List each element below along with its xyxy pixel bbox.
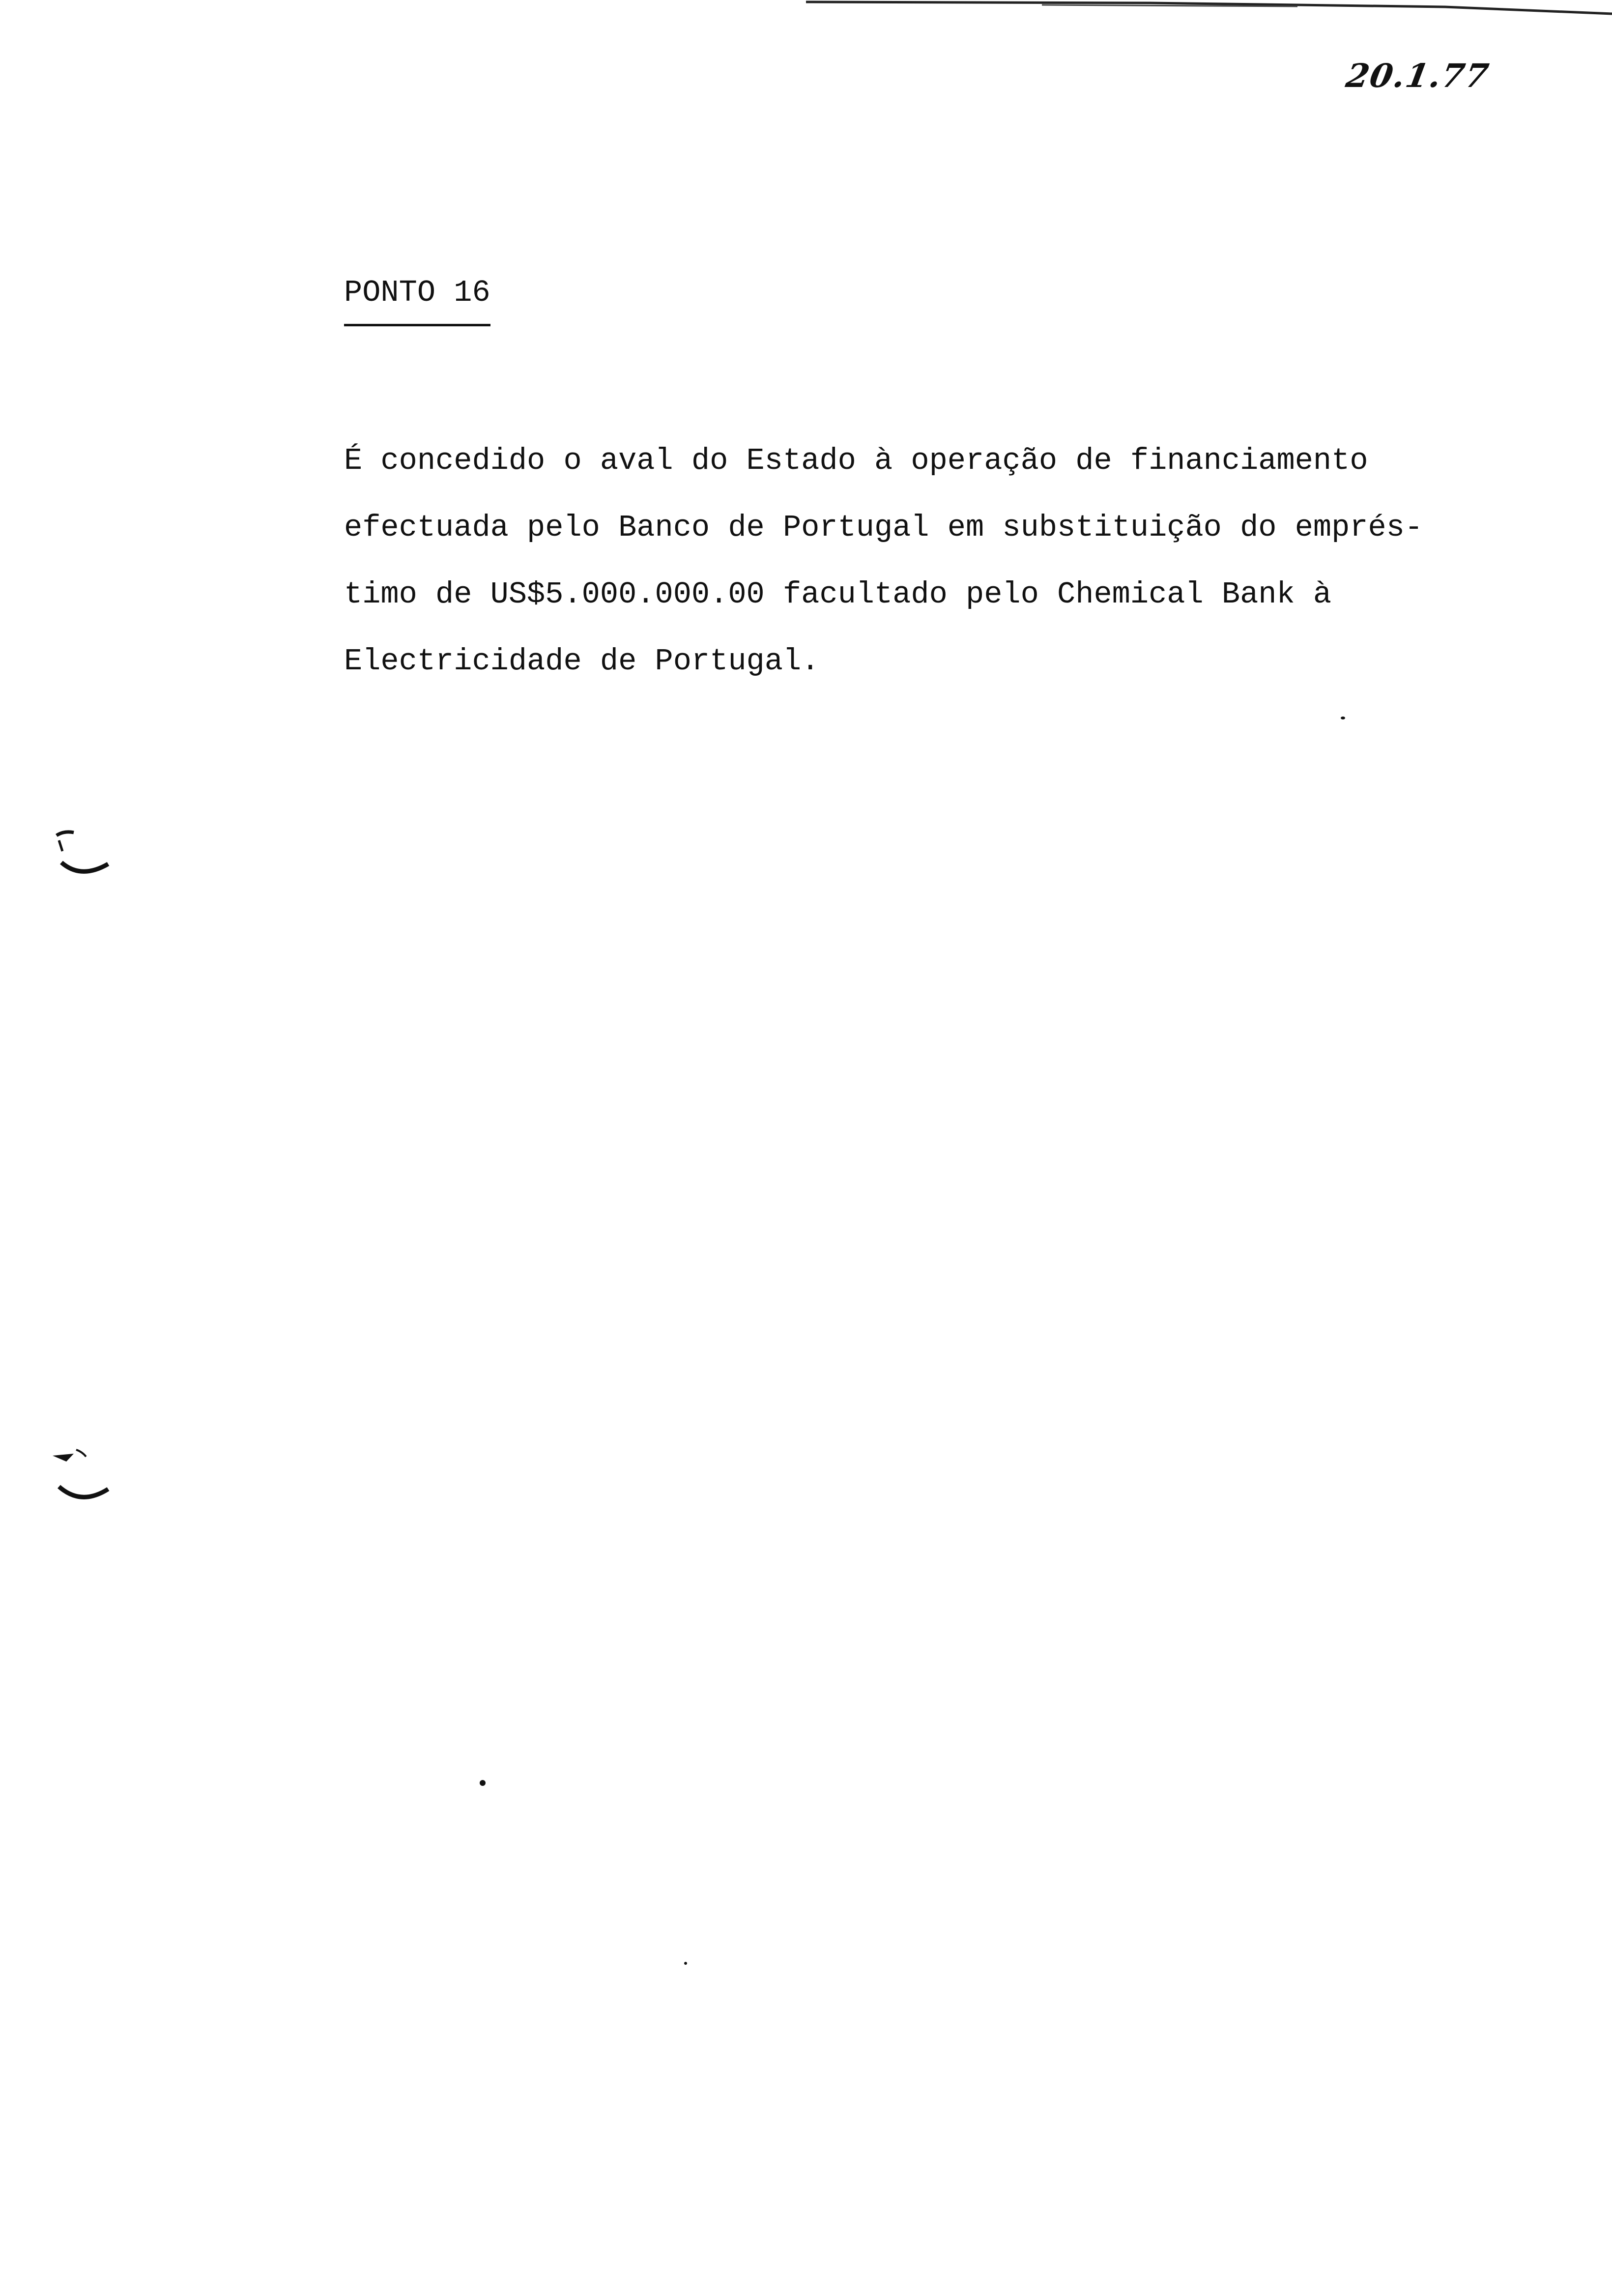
- ink-speck: [684, 1962, 687, 1965]
- body-paragraph: [344, 428, 1524, 695]
- top-edge-rule: [806, 0, 1612, 17]
- binder-hole-mark-lower: [47, 1445, 115, 1514]
- section-heading: PONTO 16: [344, 275, 490, 326]
- body-line-2: efectuada pelo Banco de Portugal em substituição do emprés-: [344, 510, 1423, 545]
- body-line-1: É concedido o aval do Estado à operação de financiamento: [344, 443, 1368, 478]
- ink-speck: [480, 1780, 486, 1786]
- handwritten-date: 20.1.77: [1343, 57, 1493, 95]
- ink-speck: [1341, 717, 1345, 719]
- body-line-3: timo de US$5.000.000.00 facultado pelo Chemical Bank à: [344, 577, 1332, 612]
- body-line-4: Electricidade de Portugal.: [344, 644, 820, 679]
- binder-hole-mark-upper: [47, 826, 115, 890]
